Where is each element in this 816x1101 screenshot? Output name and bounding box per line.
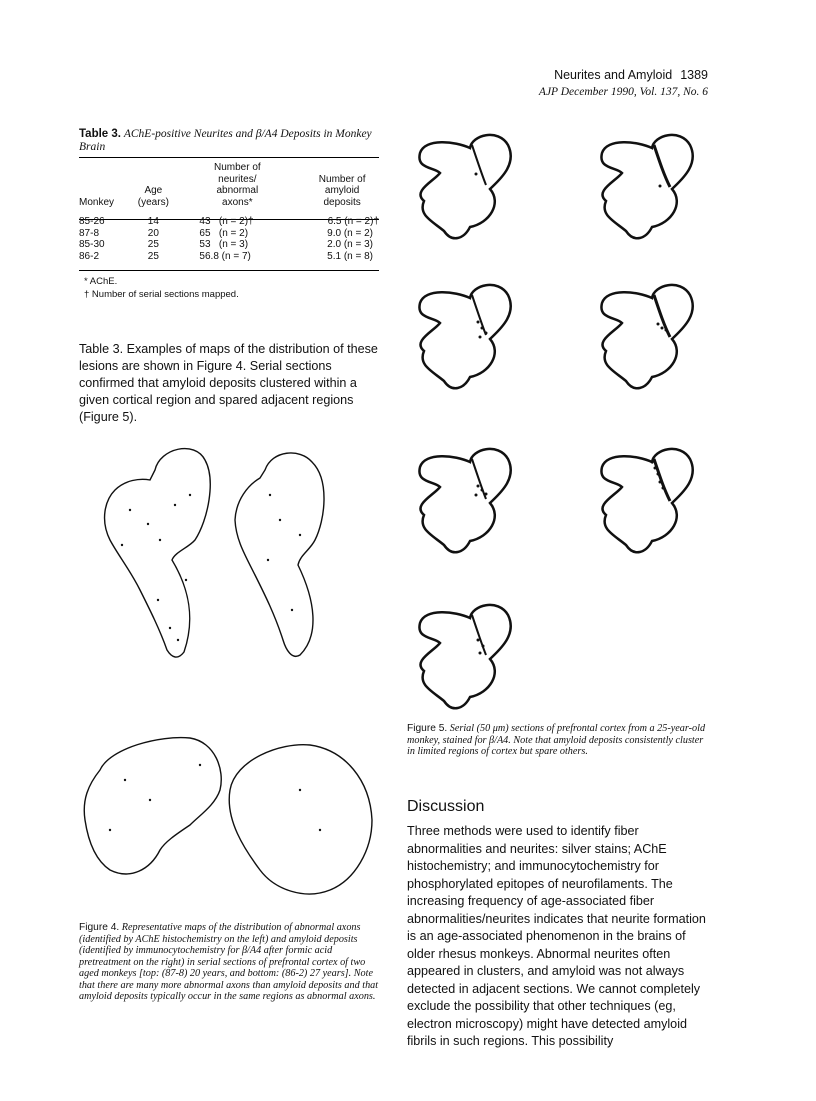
figure5-section xyxy=(601,449,692,552)
cell-age: 25 xyxy=(147,239,159,250)
cell-amyloid: 2.0 (n = 3) xyxy=(327,239,373,250)
cell-monkey: 85-30 xyxy=(79,239,105,250)
page-number: 1389 xyxy=(680,68,708,82)
cell-neurites: 53 (n = 3) xyxy=(199,239,249,250)
table-footnote: † Number of serial sections mapped. xyxy=(84,289,239,300)
figure4-caption xyxy=(79,922,381,1003)
cell-neurites: 56.8 (n = 7) xyxy=(199,250,251,262)
figure4-text: Representative maps of the distribution of abnormal axons (identified by AChE histochemistry on the left) and amyloid deposits (identified by immunocytochemistry for β/A4 after formic acid pretreatment on the right) in serial sections of prefrontal cortex of two aged monkeys [top: (87-8) 20 years, and bottom: (86-2) 27 years]. Note that there are many more abnormal axons than amyloid deposits and that amyloid deposits typically occur in the same regions as abnormal axons. xyxy=(79,922,379,1002)
cell-amyloid: 5.1 (n = 8) xyxy=(327,250,373,262)
body-paragraph: Table 3. Examples of maps of the distribution of these lesions are shown in Figure 4. Serial sections confirmed that amyloid deposits clustered within a given cortical region and spared adjacent regions (Figure 5). xyxy=(79,342,378,424)
figure4-dots xyxy=(109,494,321,831)
figure4-map xyxy=(84,738,221,874)
running-title: Neurites and Amyloid xyxy=(554,68,673,82)
figure5-section xyxy=(419,135,510,238)
figure5-text: Serial (50 μm) sections of prefrontal cortex from a 25-year-old monkey, stained for β/A4. Note that amyloid deposits consistently cluster in limited regions of cortex but spare others. xyxy=(407,723,706,757)
discussion-heading: Discussion xyxy=(407,798,485,815)
figure5-caption xyxy=(407,723,710,758)
cell-monkey: 86-2 xyxy=(79,250,100,262)
figure4-map xyxy=(105,449,211,658)
cell-age: 25 xyxy=(147,250,159,262)
figure5-deposit-dots xyxy=(475,173,668,655)
figure5-section xyxy=(419,285,510,388)
cell-amyloid: 9.0 (n = 2) xyxy=(327,227,373,239)
header-monkey: Monkey xyxy=(79,196,115,208)
figure5-section xyxy=(601,135,692,238)
figure5-section xyxy=(419,449,510,552)
journal-citation: AJP December 1990, Vol. 137, No. 6 xyxy=(538,86,708,98)
table3-title: AChE-positive Neurites and β/A4 Deposits in Monkey Brain xyxy=(79,128,372,153)
header-neurites: Number of neurites/ abnormal axons* xyxy=(214,162,261,208)
cell-age: 20 xyxy=(147,227,159,239)
header-amyloid: Number of amyloid deposits xyxy=(318,173,366,208)
figure5-section xyxy=(419,605,510,708)
figure4-label: Figure 4. xyxy=(79,922,120,933)
figure4-map xyxy=(229,745,372,894)
figure4-maps xyxy=(84,449,372,894)
figure5-section xyxy=(601,285,692,388)
cell-amyloid: 6.5 (n = 2)† xyxy=(327,216,379,227)
cell-monkey: 85-26 xyxy=(79,216,105,227)
discussion-paragraph: Three methods were used to identify fiber abnormalities and neurites: silver stains; AChE histochemistry; and immunocytochemistry for phosphorylated epitopes of neurofilaments. The increasing frequency of age-associated fiber abnormalities/neurites indicates that neurite formation is an age-associated phenomenon in the brains of older rhesus monkeys. Abnormal neurites often appeared in clusters, and amyloid was not always detected in adjacent sections. We cannot completely exclude the possibility that other techniques (eg, electron microscopy) might have detected amyloid fibrils in such regions. This possibility xyxy=(407,824,706,1048)
cell-monkey: 87-8 xyxy=(79,227,100,239)
table-footnote: * AChE. xyxy=(84,276,118,287)
cell-age: 14 xyxy=(147,216,159,227)
cell-neurites: 65 (n = 2) xyxy=(199,227,249,239)
figure5-label: Figure 5. xyxy=(407,723,448,734)
header-age: Age (years) xyxy=(137,185,169,208)
table3-label: Table 3. xyxy=(79,128,121,140)
figure5-sections xyxy=(419,135,692,708)
cell-neurites: 43 (n = 2)† xyxy=(199,216,254,227)
figure4-map xyxy=(235,453,324,656)
